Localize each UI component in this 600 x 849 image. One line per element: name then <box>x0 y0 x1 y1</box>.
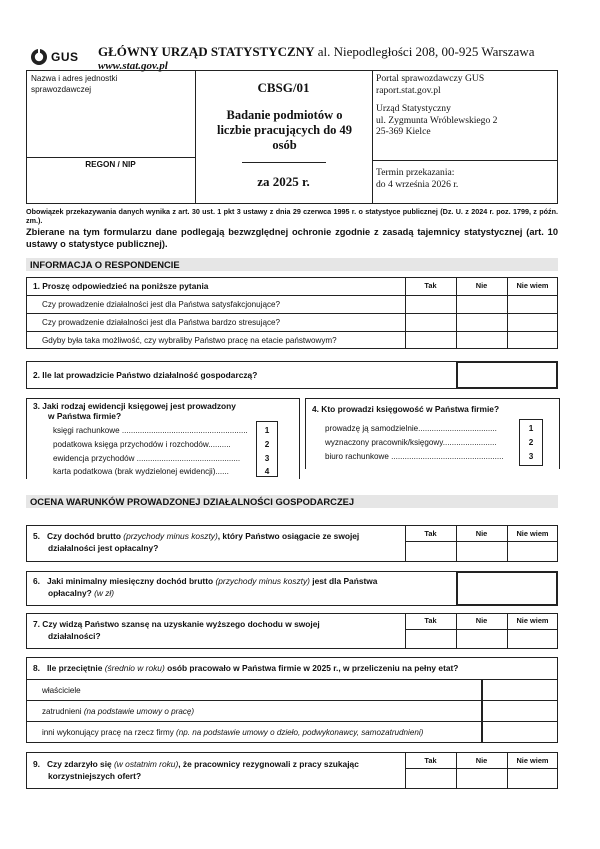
q3-title-line2: w Państwa firmie? <box>48 411 122 421</box>
portal-name: Portal sprawozdawczy GUS <box>376 73 485 84</box>
legal-obligation: Obowiązek przekazywania danych wynika z art. 30 ust. 1 pkt 3 ustawy z dnia 29 czerwca 1995 r. o statystyce publicznej (Dz. U. z 2024 r. poz. 1799, z późn. zm.). <box>26 207 558 225</box>
portal-url[interactable]: raport.stat.gov.pl <box>376 84 441 96</box>
q3-option-label: karta podatkowa (brak wydzielonej ewidencji)...... <box>53 467 229 476</box>
q8-row3-note: (np. na podstawie umowy o dzieło, podwykonawcy, samozatrudnieni) <box>176 728 424 737</box>
q9-line2: korzystniejszych ofert? <box>48 771 142 781</box>
deadline-info <box>376 167 458 190</box>
q9-answer-cells[interactable] <box>406 769 558 789</box>
institution-address: al. Niepodległości 208, 00-925 Warszawa <box>314 44 535 59</box>
q7-header-yes: Tak <box>424 616 437 625</box>
q8-row3-text: inni wykonujący pracę na rzecz firmy <box>42 728 177 737</box>
q3-code: 4 <box>264 467 270 476</box>
institution-name: GŁÓWNY URZĄD STATYSTYCZNY <box>98 44 315 59</box>
deadline-date: do 4 września 2026 r. <box>376 178 459 190</box>
q7-header-dontknow: Nie wiem <box>516 616 549 625</box>
office-street: ul. Zygmunta Wróblewskiego 2 <box>376 114 498 126</box>
q1-header-yes: Tak <box>424 281 437 290</box>
q9-text-c: , że pracownicy rezygnowali z pracy szukając <box>178 759 359 769</box>
q6-line2-text: opłacalny? <box>48 588 95 598</box>
q6-answer-field[interactable] <box>456 571 558 606</box>
q9-number: 9. <box>33 759 40 769</box>
q9-text-a: Czy zdarzyło się <box>46 759 115 769</box>
q5-text-b: (przychody minus koszty) <box>123 531 218 541</box>
name-input-area[interactable] <box>28 96 193 154</box>
office-city: 25-369 Kielce <box>376 126 431 137</box>
q9-question <box>33 759 403 770</box>
q4-code: 1 <box>528 424 534 433</box>
q8-row-others <box>42 727 423 738</box>
survey-title: Badanie podmiotów o liczbie pracujących do 49 osób <box>216 108 353 152</box>
section-business-conditions: OCENA WARUNKÓW PROWADZONEJ DZIAŁALNOŚCI GOSPODARCZEJ <box>26 495 558 508</box>
q8-row-owners: właściciele <box>42 686 81 695</box>
q8-row-employees <box>42 706 194 717</box>
legal-confidentiality: Zbierane na tym formularzu dane podlegają bezwzględnej ochronie zgodnie z zasadą tajemnicy statystycznej (art. 10 ustawy o statystyce publicznej). <box>26 227 558 249</box>
q1-answer-cell[interactable] <box>406 296 558 349</box>
q5-header-dontknow: Nie wiem <box>516 529 549 538</box>
q4-code: 2 <box>528 438 534 447</box>
q8-row2-text: zatrudnieni <box>42 707 84 716</box>
q3-option-label: podatkowa księga przychodów i rozchodów.......... <box>53 440 231 449</box>
gus-logo-icon <box>30 48 48 66</box>
q3-code: 1 <box>264 426 270 435</box>
q9-header-yes: Tak <box>424 756 437 765</box>
q8-text-c: osób pracowało w Państwa firmie w 2025 r., w przeliczeniu na pełny etat? <box>164 663 459 673</box>
q3-option-label: ewidencja przychodów .............................................. <box>53 454 241 463</box>
q7-header-no: Nie <box>475 616 488 625</box>
name-address-label: Nazwa i adres jednostki sprawozdawczej <box>31 74 118 94</box>
q5-question <box>33 531 403 542</box>
q9-header-dontknow: Nie wiem <box>516 756 549 765</box>
q1-header-no: Nie <box>475 281 488 290</box>
q3-option-label: księgi rachunkowe ........................................................ <box>53 426 248 435</box>
q4-code: 3 <box>528 452 534 461</box>
q8-text-b: (średnio w roku) <box>104 663 165 673</box>
form-code: CBSG/01 <box>257 80 310 95</box>
q2-answer-field[interactable] <box>456 361 558 389</box>
q5-text-c: , który Państwo osiągacie ze swojej <box>217 531 360 541</box>
survey-year: za 2025 r. <box>257 174 310 189</box>
q9-text-b: (w ostatnim roku) <box>114 759 179 769</box>
q7-line1: 7. Czy widzą Państwo szansę na uzyskanie wyższego dochodu w swojej <box>33 619 320 629</box>
q1-item: Czy prowadzenie działalności jest dla Państwa satysfakcjonujące? <box>42 300 280 309</box>
q6-text-b: (przychody minus koszty) <box>215 576 310 586</box>
q1-item: Czy prowadzenie działalności jest dla Państwa bardzo stresujące? <box>42 318 280 327</box>
q8-answer-others[interactable] <box>483 722 558 743</box>
q5-text-a: Czy dochód brutto <box>46 531 124 541</box>
office-name: Urząd Statystyczny <box>376 103 451 114</box>
q1-item: Gdyby była taka możliwość, czy wybraliby Państwo pracę na etacie państwowym? <box>42 336 337 345</box>
q1-header-dontknow: Nie wiem <box>516 281 549 290</box>
section-respondent-info: INFORMACJA O RESPONDENCIE <box>26 258 558 271</box>
q4-option-label: wyznaczony pracownik/księgowy........................ <box>325 438 497 447</box>
regon-label: REGON / NIP <box>85 160 136 169</box>
q5-line2: działalności jest opłacalny? <box>48 543 159 553</box>
deadline-label: Termin przekazania: <box>376 167 455 178</box>
q8-question <box>33 663 553 674</box>
q6-line2 <box>48 588 114 599</box>
q8-text-a: Ile przeciętnie <box>46 663 105 673</box>
q6-text-c: jest dla Państwa <box>309 576 378 586</box>
q7-line2: działalności? <box>48 631 101 641</box>
q9-header-no: Nie <box>475 756 488 765</box>
q3-code: 3 <box>264 454 270 463</box>
q1-title: 1. Proszę odpowiedzieć na poniższe pytania <box>33 281 209 291</box>
q4-option-label: prowadzę ją samodzielnie................................... <box>325 424 497 433</box>
q8-answer-employees[interactable] <box>483 701 558 721</box>
q2-title: 2. Ile lat prowadzicie Państwo działalność gospodarczą? <box>33 370 258 380</box>
q8-number: 8. <box>33 663 40 673</box>
q6-unit: (w zł) <box>94 588 115 598</box>
q6-text-a: Jaki minimalny miesięczny dochód brutto <box>46 576 216 586</box>
website-link[interactable]: www.stat.gov.pl <box>98 60 168 72</box>
q6-number: 6. <box>33 576 40 586</box>
q4-title: 4. Kto prowadzi księgowość w Państwa firmie? <box>312 404 500 414</box>
q3-code: 2 <box>264 440 270 449</box>
regon-input-area[interactable] <box>28 172 193 202</box>
q6-question <box>33 576 453 587</box>
q4-option-label: biuro rachunkowe .................................................. <box>325 452 504 461</box>
office-info <box>376 103 497 138</box>
q3-title-line1: 3. Jaki rodzaj ewidencji księgowej jest prowadzony <box>33 401 236 411</box>
q5-answer-cells[interactable] <box>406 542 558 562</box>
institution-line <box>98 44 535 60</box>
q8-answer-owners[interactable] <box>483 680 558 700</box>
q5-header-no: Nie <box>475 529 488 538</box>
gus-logo <box>30 47 84 67</box>
q7-answer-cells[interactable] <box>406 630 558 649</box>
logo-text: GUS <box>51 50 79 64</box>
q5-header-yes: Tak <box>424 529 437 538</box>
portal-info <box>376 73 484 96</box>
q5-number: 5. <box>33 531 40 541</box>
q8-row2-note: (na podstawie umowy o pracę) <box>83 707 195 716</box>
